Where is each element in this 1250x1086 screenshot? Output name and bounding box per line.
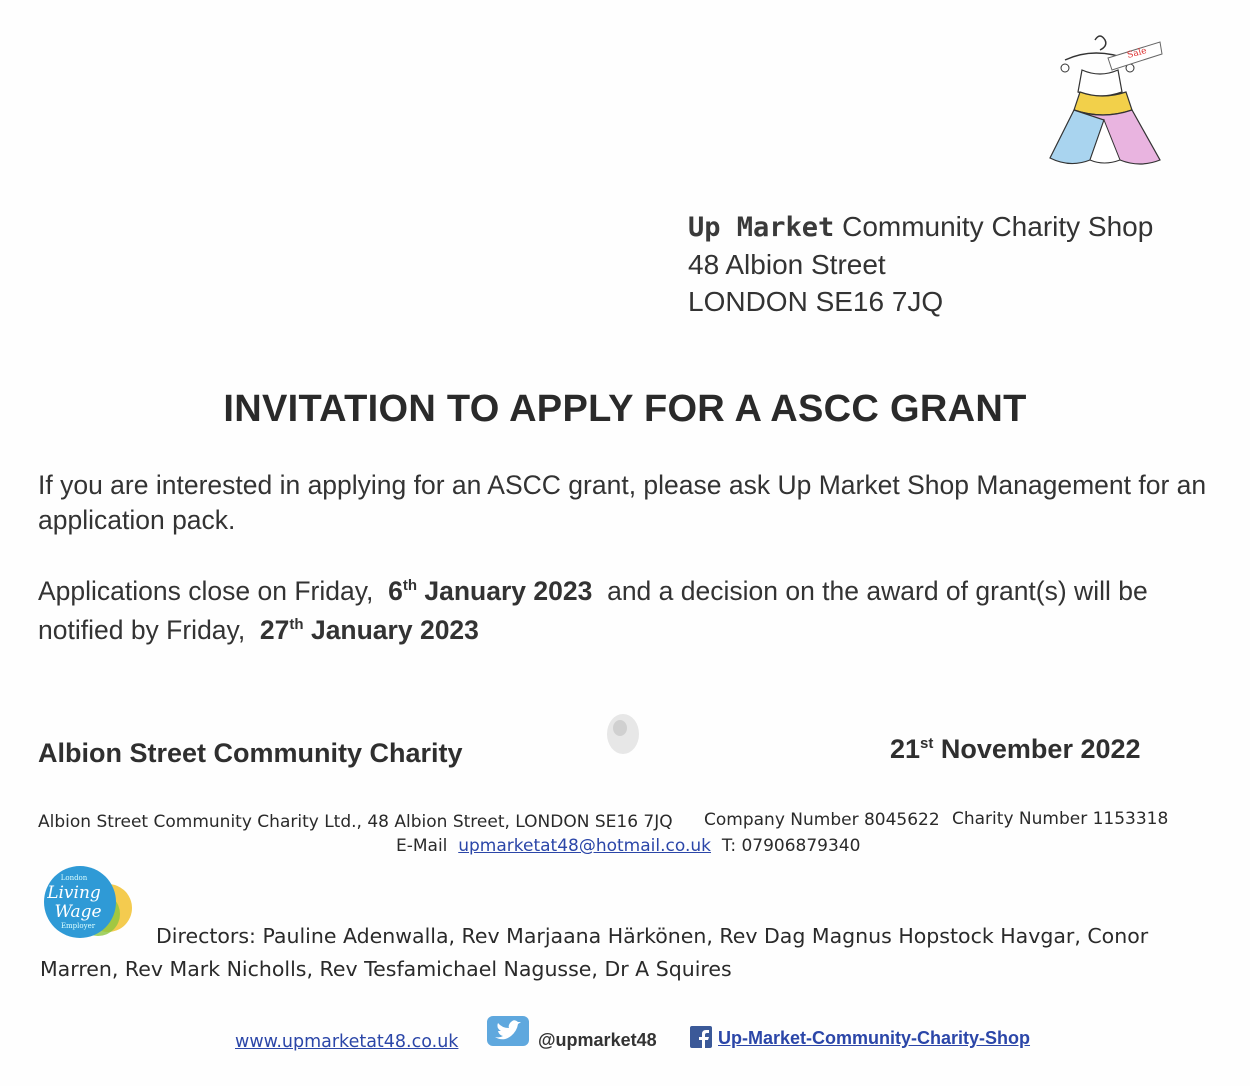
- badge-line1: London: [60, 874, 88, 882]
- email-link[interactable]: upmarketat48@hotmail.co.uk: [458, 836, 711, 856]
- paragraph-deadlines: [38, 572, 1223, 650]
- date-suffix: st: [920, 735, 934, 752]
- company-number: Company Number 8045622: [704, 810, 940, 830]
- close-date: [388, 576, 592, 606]
- close-day-suffix: th: [402, 577, 417, 595]
- website-link[interactable]: www.upmarketat48.co.uk: [235, 1032, 459, 1052]
- shop-address: [688, 208, 1153, 320]
- notify-day: 27: [259, 615, 290, 645]
- phone: T: 07906879340: [721, 836, 861, 856]
- twitter-handle[interactable]: @upmarket48: [538, 1030, 657, 1050]
- dress-logo-icon: [1040, 30, 1170, 170]
- twitter-icon[interactable]: [486, 1015, 530, 1047]
- legal-address: Albion Street Community Charity Ltd., 48 Albion Street, LONDON SE16 7JQ: [38, 812, 673, 832]
- badge-line3: Wage: [54, 902, 102, 922]
- shop-name: [688, 208, 1153, 246]
- directors-list: Directors: Pauline Adenwalla, Rev Marjaana Härkönen, Rev Dag Magnus Hopstock Havgar, Conor Marren, Rev Mark Nicholls, Rev Tesfamichael Nagusse, Dr A Squires: [40, 924, 1149, 981]
- page-title: INVITATION TO APPLY FOR A ASCC GRANT: [223, 388, 1027, 430]
- badge-line2: Living: [47, 883, 101, 903]
- date-day: 21: [890, 734, 921, 764]
- charity-number: Charity Number 1153318: [952, 809, 1169, 829]
- paragraph-application-pack: If you are interested in applying for an ASCC grant, please ask Up Market Shop Management for an application pack.: [38, 470, 1207, 535]
- contact-line: [396, 836, 860, 856]
- ink-smudge: [598, 708, 648, 764]
- facebook-link[interactable]: Up-Market-Community-Charity-Shop: [718, 1028, 1031, 1048]
- date-month-year: November 2022: [940, 734, 1141, 764]
- close-month-year: January 2023: [424, 576, 593, 606]
- street: 48 Albion Street: [688, 249, 886, 280]
- notify-month-year: January 2023: [310, 615, 479, 645]
- organisation-name: Albion Street Community Charity: [38, 738, 463, 768]
- facebook-icon[interactable]: [690, 1026, 712, 1048]
- email-label: E-Mail: [396, 836, 448, 856]
- letter-date: [890, 734, 1141, 765]
- p2-part-a: Applications close on Friday,: [38, 576, 374, 606]
- badge-line4: Employer: [60, 922, 96, 930]
- close-day: 6: [388, 576, 403, 606]
- sale-tag: Sale: [1126, 46, 1148, 61]
- brand-rest: Community Charity Shop: [842, 211, 1154, 242]
- notify-day-suffix: th: [289, 616, 304, 634]
- city: LONDON SE16 7JQ: [688, 286, 944, 317]
- notify-date: [260, 615, 479, 645]
- brand-name: Up Market: [688, 212, 835, 243]
- p2-part-b: and a decision on the award of grant(s) will be notified by Friday,: [38, 576, 1148, 645]
